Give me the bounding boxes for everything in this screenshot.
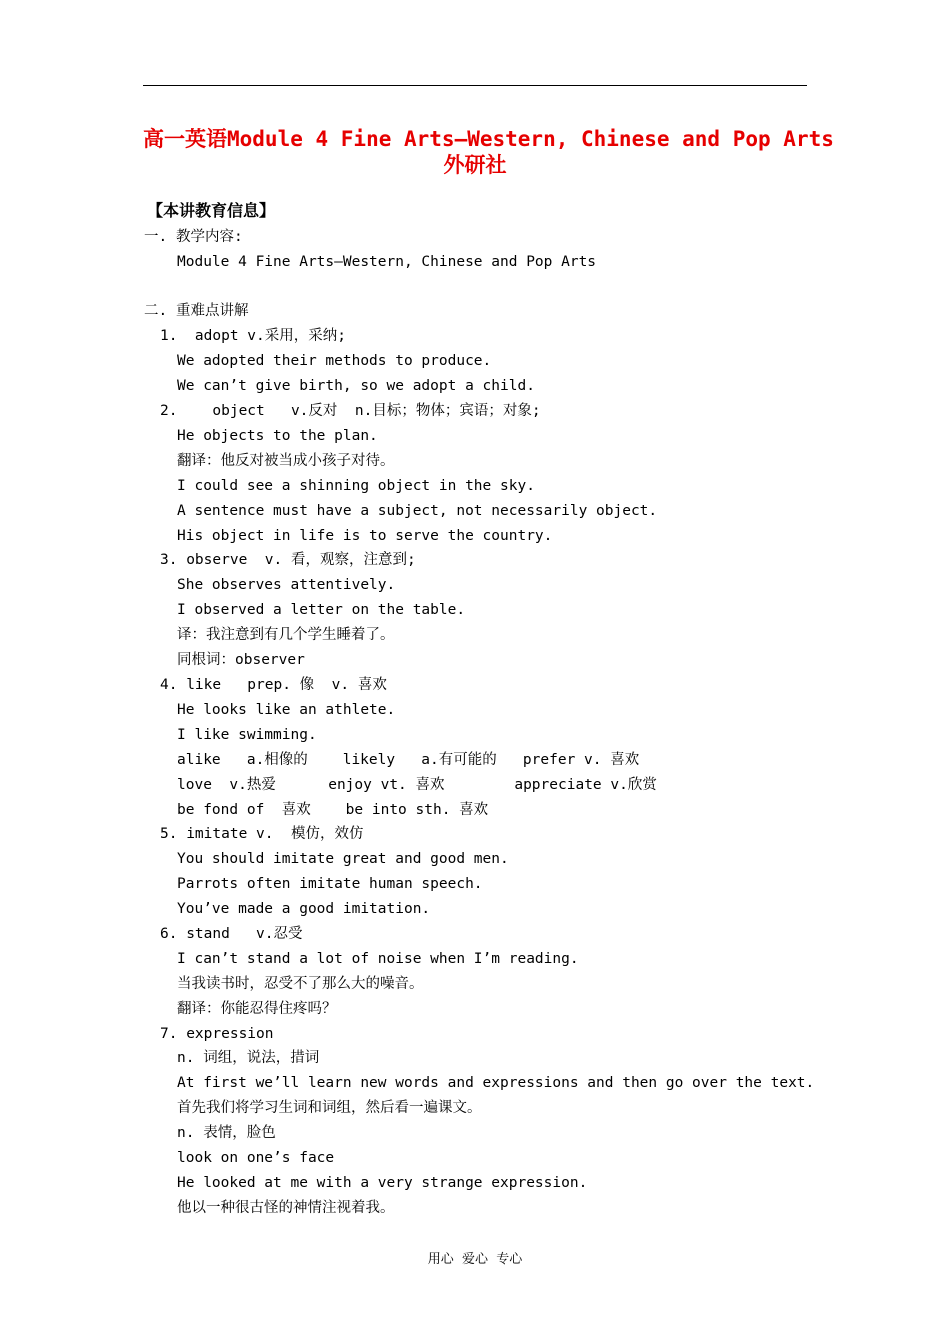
item-heading-object: 2. object v.反对 n.目标；物体；宾语；对象;: [160, 403, 541, 419]
item-heading-like: 4. like prep. 像 v. 喜欢: [160, 677, 387, 693]
example-sentence: He objects to the plan.: [177, 428, 378, 444]
header-rule: [143, 85, 807, 86]
item-heading-stand: 6. stand v.忍受: [160, 926, 303, 942]
example-sentence: You should imitate great and good men.: [177, 851, 509, 867]
example-sentence: 翻译：他反对被当成小孩子对待。: [177, 453, 395, 469]
definition-line: n. 表情，脸色: [177, 1125, 276, 1141]
example-sentence: A sentence must have a subject, not necessarily object.: [177, 503, 658, 519]
synonym-line: be fond of 喜欢 be into sth. 喜欢: [177, 802, 489, 818]
example-sentence: He looks like an athlete.: [177, 702, 396, 718]
item-heading-expression: 7. expression: [160, 1026, 274, 1042]
example-sentence: Parrots often imitate human speech.: [177, 876, 483, 892]
example-sentence: I observed a letter on the table.: [177, 602, 466, 618]
section-teaching-content: 一. 教学内容:: [144, 229, 243, 245]
example-sentence: We can’t give birth, so we adopt a child.: [177, 378, 535, 394]
example-sentence: At first we’ll learn new words and expressions and then go over the text.: [177, 1075, 815, 1091]
example-sentence: look on one’s face: [177, 1150, 335, 1166]
page-footer: 用心 爱心 专心: [427, 1252, 523, 1267]
page-title: 高一英语Module 4 Fine Arts—Western, Chinese and Pop Arts: [143, 127, 834, 151]
example-sentence: His object in life is to serve the country.: [177, 528, 553, 544]
example-sentence: 译：我注意到有几个学生睡着了。: [177, 627, 395, 643]
example-sentence: I could see a shinning object in the sky.: [177, 478, 535, 494]
example-sentence: 他以一种很古怪的神情注视着我。: [177, 1200, 395, 1216]
item-heading-adopt: 1. adopt v.采用，采纳;: [160, 328, 346, 344]
example-sentence: 首先我们将学习生词和词组，然后看一遍课文。: [177, 1100, 482, 1116]
item-heading-imitate: 5. imitate v. 模仿，效仿: [160, 826, 364, 842]
definition-line: n. 词组，说法，措词: [177, 1050, 320, 1066]
example-sentence: We adopted their methods to produce.: [177, 353, 492, 369]
example-sentence: She observes attentively.: [177, 577, 396, 593]
content-line: Module 4 Fine Arts—Western, Chinese and Pop Arts: [177, 254, 597, 270]
synonym-line: love v.热爱 enjoy vt. 喜欢 appreciate v.欣赏: [177, 777, 657, 793]
example-sentence: I like swimming.: [177, 727, 317, 743]
example-sentence: You’ve made a good imitation.: [177, 901, 431, 917]
example-sentence: 翻译：你能忍得住疼吗？: [177, 1001, 337, 1017]
page-subtitle: 外研社: [443, 153, 507, 177]
example-sentence: He looked at me with a very strange expression.: [177, 1175, 588, 1191]
item-heading-observe: 3. observe v. 看，观察，注意到;: [160, 552, 416, 568]
section-key-points: 二. 重难点讲解: [144, 303, 249, 319]
section-header: 【本讲教育信息】: [147, 201, 276, 220]
example-sentence: I can’t stand a lot of noise when I’m reading.: [177, 951, 579, 967]
example-sentence: 同根词：observer: [177, 652, 305, 668]
example-sentence: 当我读书时，忍受不了那么大的噪音。: [177, 976, 424, 992]
synonym-line: alike a.相像的 likely a.有可能的 prefer v. 喜欢: [177, 752, 640, 768]
